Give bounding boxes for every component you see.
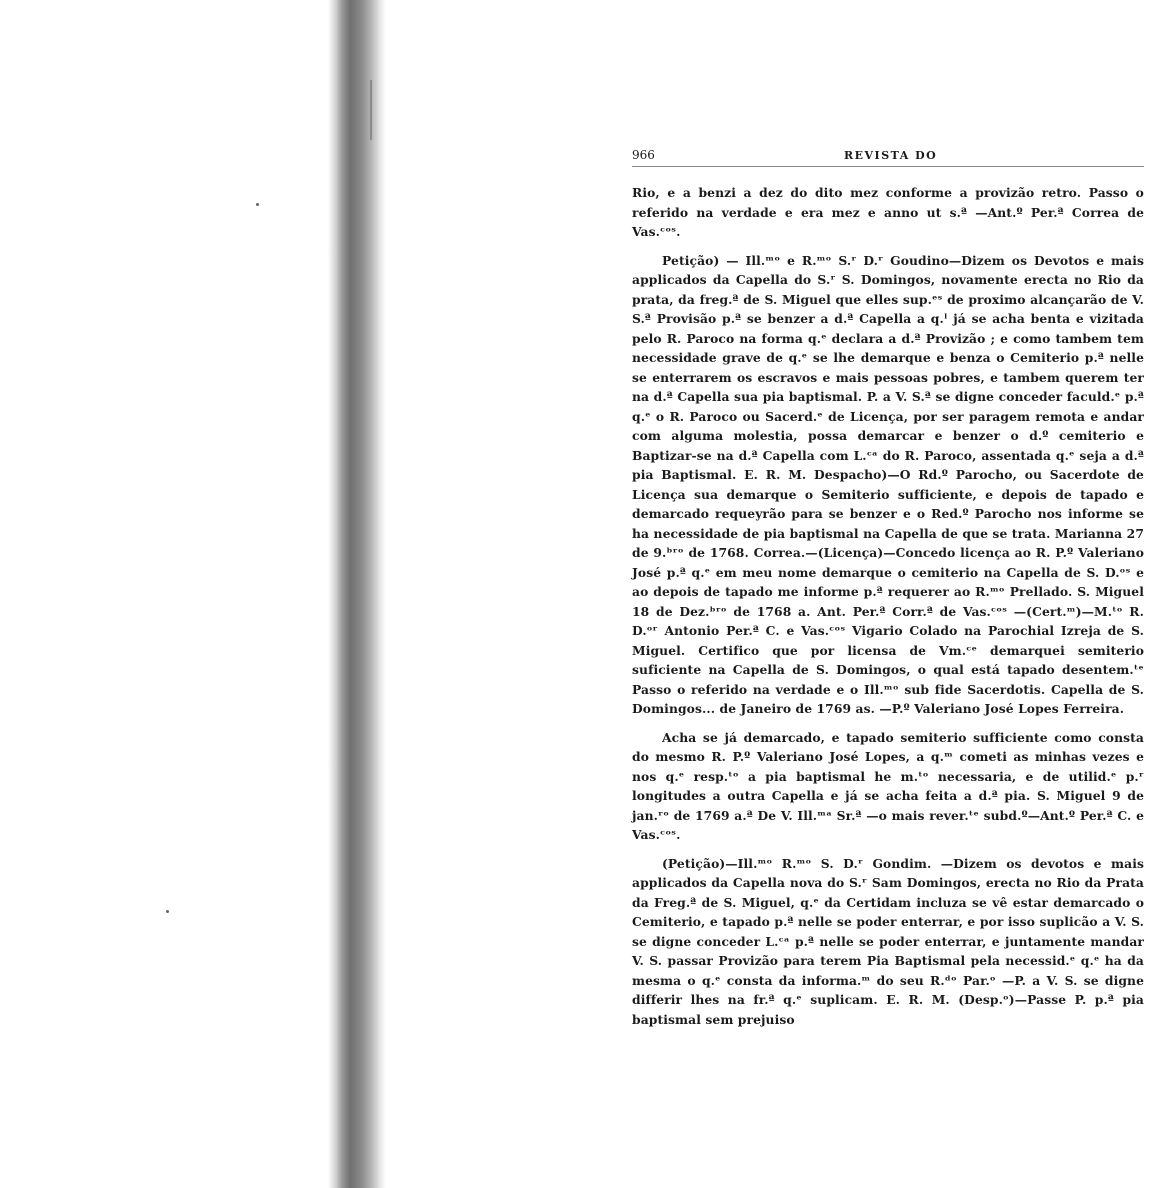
paragraph-peticao-2: (Petição)—Ill.ᵐᵒ R.ᵐᵒ S. D.ʳ Gondim. —Dizem os devotos e mais applicados da Capella nova do S.ʳ Sam Domingos, erecta no Rio da Prata da Freg.ª de S. Miguel, q.ᵉ da Certidam incluza se vê estar demarcado o Cemiterio, e tapado p.ª nelle se poder enterrar, e por isso suplicão a V. S. se digne conceder L.ᶜᵃ p.ª nelle se poder enterrar, e juntamente mandar V. S. passar Provizão para terem Pia Baptismal pela necessid.ᵉ q.ᵉ ha da mesma o q.ᵉ consta da informa.ᵐ do seu R.ᵈᵒ Par.ᵒ —P. a V. S. se digne differir lhes na fr.ª q.ᵉ suplicam. E. R. M. (Desp.ᵒ)—Passe P. p.ª pia baptismal sem prejuiso (632, 855, 1144, 1027)
scan-speck (166, 910, 169, 913)
page-number: 966 (632, 148, 655, 162)
running-title: REVISTA DO (844, 149, 938, 162)
paragraph-peticao-1: Petição) — Ill.ᵐᵒ e R.ᵐᵒ S.ʳ D.ʳ Goudino—Dizem os Devotos e mais applicados da Capella do S.ʳ S. Domingos, novamente erecta no Rio da prata, da freg.ª de S. Miguel que elles sup.ᵉˢ de proximo alcançarão de V. S.ª Provisão p.ª se benzer a d.ª Capella a q.ˡ já se acha benta e vizitada pelo R. Paroco na forma q.ᵉ declara a d.ª Provizão ; e como tambem tem necessidade grave de q.ᵉ se lhe demarque e benza o Cemiterio p.ª nelle se enterrarem os escravos e mais pessoas pobres, e tambem querem ter na d.ª Capella sua pia baptismal. P. a V. S.ª se digne conceder faculd.ᵉ p.ª q.ᵉ o R. Paroco ou Sacerd.ᵉ de Licença, por ser paragem remota e andar com alguma molestia, possa demarcar e benzer o d.º cemiterio e Baptizar-se na d.ª Capella com L.ᶜᵃ do R. Paroco, assentada q.ᵉ seja a d.ª pia Baptismal. E. R. M. Despacho)—O Rd.º Parocho, ou Sacerdote de Licença sua demarque o Semiterio sufficiente, e depois de tapado e demarcado requeyrão para se benzer e o Red.º Parocho nos informe se ha necessidade de pia baptismal na Capella de que se trata. Marianna 27 de 9.ᵇʳᵒ de 1768. Correa.—(Licença)—Concedo licença ao R. P.º Valeriano José p.ª q.ᵉ em meu nome demarque o cemiterio na Capella de S. D.ᵒˢ e ao depois de tapado me informe p.ª requerer ao R.ᵐᵒ Prellado. S. Miguel 18 de Dez.ᵇʳᵒ de 1768 a. Ant. Per.ª Corr.ª de Vas.ᶜᵒˢ —(Cert.ᵐ)—M.ᵗᵒ R. D.ᵒʳ Antonio Per.ª C. e Vas.ᶜᵒˢ Vigario Colado na Parochial Izreja de S. Miguel. Certifico que por licensa de Vm.ᶜᵉ demarquei semiterio suficiente na Capella de S. Domingos, o qual está tapado desentem.ᵗᵉ Passo o referido na verdade e o Ill.ᵐᵒ sub fide Sacerdotis. Capella de S. Domingos... de Janeiro de 1769 as. —P.º Valeriano José Lopes Ferreira. (632, 252, 1144, 716)
page-header (632, 146, 1144, 167)
book-gutter-shadow (328, 0, 386, 1188)
scan-speck (256, 203, 259, 206)
paragraph-continuation: Rio, e a benzi a dez do dito mez conforme a provizão retro. Passo o referido na verdade e era mez e anno ut s.ª —Ant.º Per.ª Correa de Vas.ᶜᵒˢ. (632, 185, 1144, 239)
paragraph-informacao: Acha se já demarcado, e tapado semiterio sufficiente como consta do mesmo R. P.º Valeriano José Lopes, a q.ᵐ cometi as minhas vezes e nos q.ᵉ resp.ᵗᵒ a pia baptismal he m.ᵗᵒ necessaria, e de utilid.ᵉ p.ʳ longitudes a outra Capella e já se acha feita a d.ª pia. S. Miguel 9 de jan.ʳᵒ de 1769 a.ª De V. Ill.ᵐᵃ Sr.ª —o mais rever.ᵗᵉ subd.º—Ant.º Per.ª C. e Vas.ᶜᵒˢ. (632, 729, 1144, 842)
text-column (632, 146, 1144, 1038)
gutter-mark (370, 80, 372, 140)
